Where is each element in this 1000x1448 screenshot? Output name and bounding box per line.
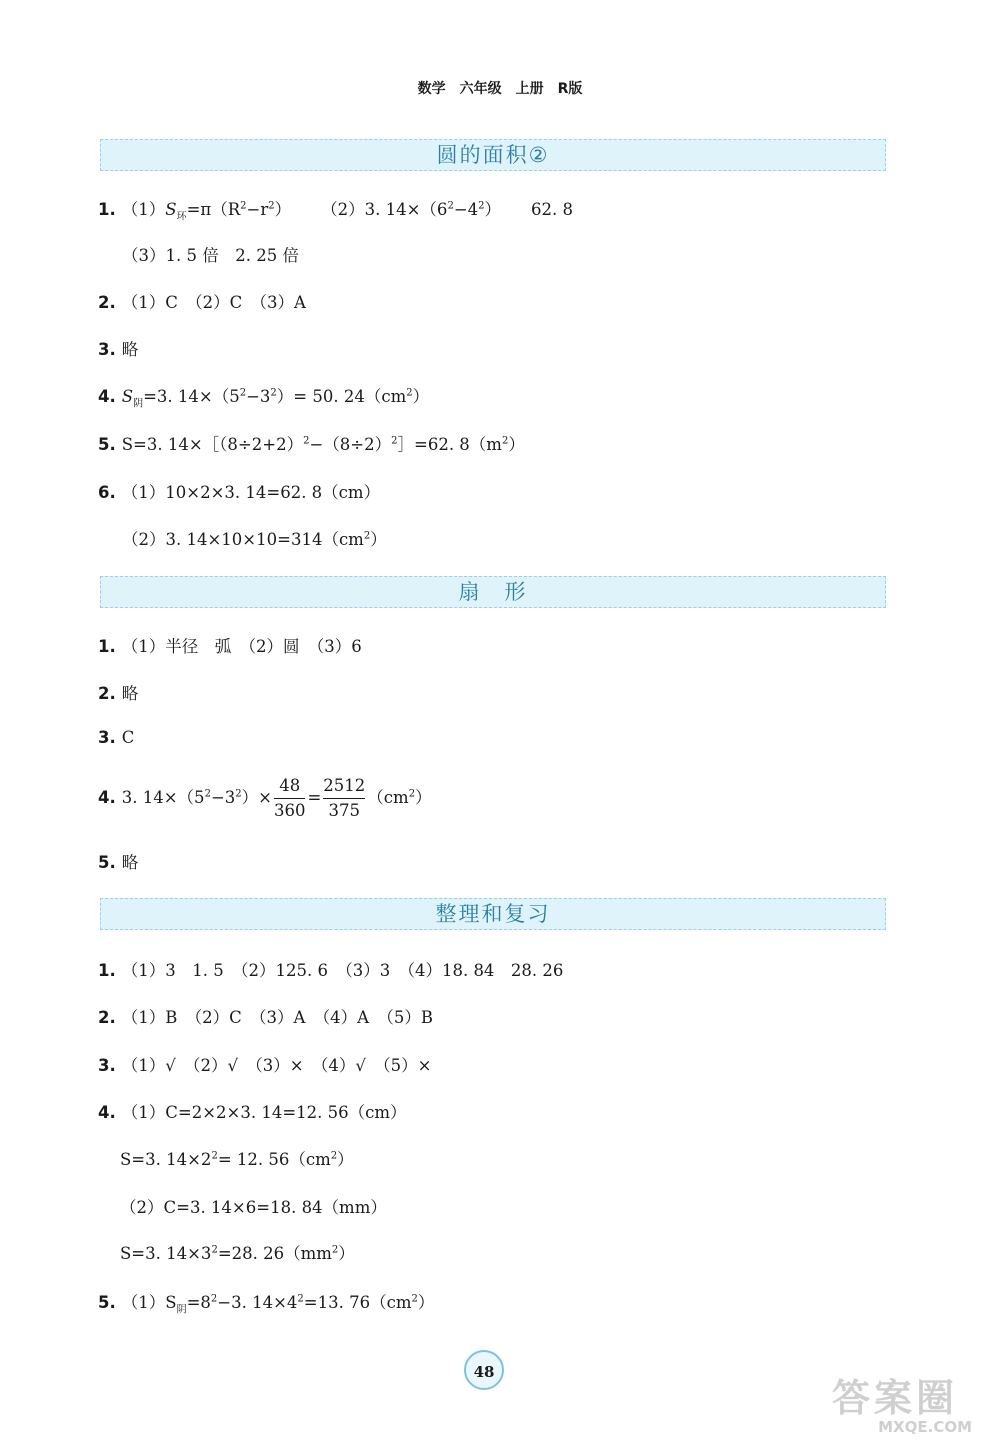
answer-line: 3. C — [98, 728, 135, 747]
answer-line: S=3. $14\times 3^2=28$. $26(mm^2)$ — [120, 1244, 355, 1263]
section-banner-2 — [100, 576, 886, 608]
answer-line: 3. （1）√ （2）√ （3）× （4）√ （5）× — [98, 1056, 432, 1075]
answer-line: 3. 略 — [98, 340, 139, 359]
answer-line: 4. （1）C=2×2×3. 14=12. 56（cm） — [98, 1103, 407, 1122]
answer-line: 5. 略 — [98, 853, 139, 872]
page-header: 数学 六年级 上册 R版 — [417, 81, 583, 97]
answer-line: （2）3. $14\times 10\times 10=314(cm^2)$ — [122, 530, 387, 549]
fraction: $\frac{48}{360}$ — [273, 776, 306, 820]
section-banner-1 — [100, 139, 886, 171]
section-title: 整理和复习 — [435, 902, 551, 926]
answer-line: 1. （1）3 1. 5 （2）125. 6 （3）3 （4）18. 84 28. 26 — [98, 961, 564, 980]
answer-line: 6. （1）10×2×3. 14=62. 8（cm） — [98, 483, 381, 502]
page-number: 48 — [464, 1350, 504, 1390]
answer-line: 4. 3. $14\times(5^2-3^2)\times$ $\frac{48}{360}$ = $\frac{2512}{375}$ $(cm^2)$ — [98, 774, 432, 823]
section-title: 扇 形 — [458, 580, 528, 604]
answer-line: 1. （1）半径 弧 （2）圆 （3）6 — [98, 637, 362, 656]
section-banner-3 — [100, 898, 886, 930]
answer-line: 2. 略 — [98, 684, 139, 703]
answer-line: 2. （1）B （2）C （3）A （4）A （5）B — [98, 1008, 433, 1027]
fraction: $\frac{2512}{375}$ — [323, 776, 366, 820]
answer-line: 2. （1）C （2）C （3）A — [98, 293, 306, 312]
watermark-logo: 答案圈 MXQE.COM — [832, 1376, 972, 1436]
answer-line: 5. S=3. $14\times[(8\div 2+2)^2-(8\div 2)^2]=62$. $8(m^2)$ — [98, 435, 525, 454]
section-title: 圆的面积② — [436, 143, 550, 167]
answer-line: 4. $S_阴=3$. $14\times(5^2-3^2)= 50$. $24(cm^2)$ — [98, 387, 430, 410]
answer-line: S=3. $14\times 2^2= 12$. $56(cm^2)$ — [120, 1150, 354, 1169]
answer-line: 1. $(1)S_环=\pi(R^2-r^2)$ （2）3. $14\times(6^2-4^2)$ 62. 8 — [98, 200, 573, 223]
answer-line: 5. $(1)S_阴=8^2-3$. $14\times 4^2=13$. $76(cm^2)$ — [98, 1293, 435, 1316]
answer-line: （3）1. 5 倍 2. 25 倍 — [122, 246, 299, 265]
answer-line: （2）C=3. 14×6=18. 84（mm） — [120, 1198, 387, 1217]
